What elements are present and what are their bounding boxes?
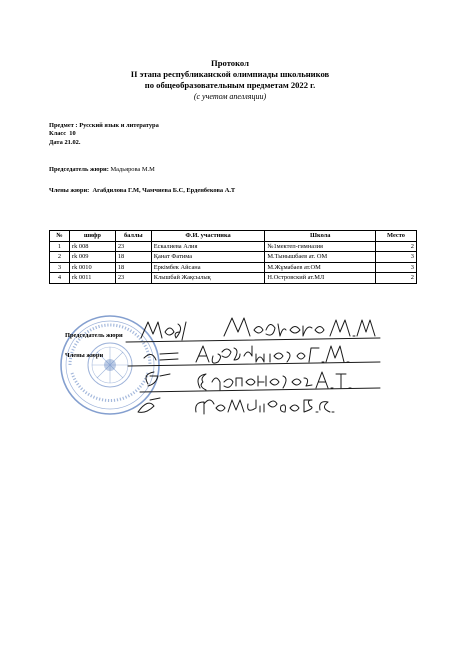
row-code: rk 0010 — [69, 262, 115, 273]
date-value: 21.02. — [64, 139, 81, 146]
subject-label: Предмет : — [49, 122, 78, 129]
row-name: Клышбай Жақсылық — [151, 273, 265, 284]
row-num: 1 — [50, 241, 70, 252]
col-num-header: № — [50, 231, 70, 242]
protocol-subtitle: II этапа республиканской олимпиады школьников — [130, 69, 330, 79]
row-school: М.Тынышбаев ат. ОМ — [265, 252, 376, 263]
row-num: 4 — [50, 273, 70, 284]
row-name: Қанат Фатима — [151, 252, 265, 263]
row-school: №1мектеп-гимназия — [265, 241, 376, 252]
col-code-header: шифр — [69, 231, 115, 242]
class-label: Класс — [49, 130, 67, 137]
class-value: 10 — [69, 130, 76, 137]
row-place: 3 — [376, 262, 417, 273]
col-name-header: Ф.И. участника — [151, 231, 265, 242]
row-code: rk 0011 — [69, 273, 115, 284]
row-name: Еркімбек Айсана — [151, 262, 265, 273]
members-signature-label: Члены жюри — [65, 352, 104, 359]
row-name: Ескалиева Алия — [151, 241, 265, 252]
row-school: Н.Островский ат.МЛ — [265, 273, 376, 284]
row-code: rk 008 — [69, 241, 115, 252]
row-place: 2 — [376, 241, 417, 252]
col-score-header: баллы — [115, 231, 151, 242]
subject-value: Русский язык и литература — [79, 122, 159, 129]
row-num: 3 — [50, 262, 70, 273]
protocol-title: Протокол — [211, 58, 249, 68]
date-label: Дата — [49, 139, 63, 146]
row-score: 23 — [115, 273, 151, 284]
row-code: rk 009 — [69, 252, 115, 263]
protocol-subtitle-2: по общеобразовательным предметам 2022 г. — [144, 80, 316, 90]
row-num: 2 — [50, 252, 70, 263]
row-score: 23 — [115, 241, 151, 252]
chair-signature-label: Председатель жюри — [65, 332, 123, 339]
row-place: 3 — [376, 252, 417, 263]
row-score: 18 — [115, 252, 151, 263]
row-place: 2 — [376, 273, 417, 284]
chair-label: Председатель жюри: — [49, 166, 109, 173]
row-score: 18 — [115, 262, 151, 273]
chair-value: Мадьярова М.М — [110, 166, 155, 173]
members-value: Агабдилова Г.М, Чамчиева Б.С, Ерденбекова А.Т — [92, 187, 236, 194]
col-place-header: Место — [376, 231, 417, 242]
col-school-header: Школа — [265, 231, 376, 242]
members-label: Члены жюри: — [49, 187, 90, 194]
row-school: М.Жұмабаев ат.ОМ — [265, 262, 376, 273]
appeal-note: (с учетом апелляции) — [193, 92, 267, 101]
